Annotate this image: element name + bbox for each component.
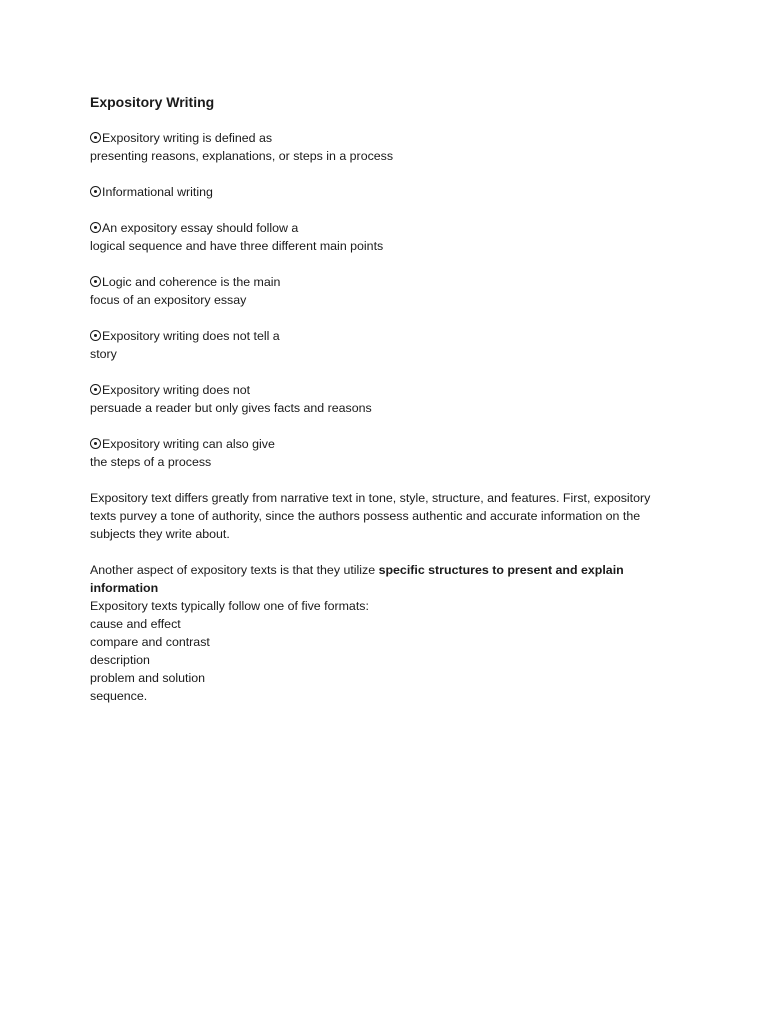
circle-bullet-icon	[90, 186, 101, 197]
bullet-continuation: persuade a reader but only gives facts and reasons	[90, 401, 372, 415]
format-item: sequence.	[90, 689, 148, 703]
circle-bullet-icon	[90, 438, 101, 449]
document-title: Expository Writing	[90, 94, 215, 110]
bullet-text: Expository writing is defined as	[102, 131, 273, 145]
bullet-text: Logic and coherence is the main	[102, 275, 281, 289]
bullet-text: Expository writing does not tell a	[102, 329, 280, 343]
paragraph-tone	[90, 489, 670, 543]
bullet-item	[90, 327, 670, 363]
format-item: description	[90, 653, 150, 667]
bullet-text: An expository essay should follow a	[102, 221, 299, 235]
bullet-continuation: focus of an expository essay	[90, 293, 247, 307]
format-item: problem and solution	[90, 671, 206, 685]
circle-bullet-icon	[90, 330, 101, 341]
bullet-item	[90, 219, 670, 255]
bullet-item	[90, 129, 670, 165]
bullet-item	[90, 183, 670, 201]
format-item: compare and contrast	[90, 635, 210, 649]
format-item: cause and effect	[90, 617, 181, 631]
bullet-continuation: story	[90, 347, 117, 361]
paragraph-bold-text: specific structures to present and explain	[378, 563, 624, 577]
paragraph-line: texts purvey a tone of authority, since the authors possess authentic and accurate information on the	[90, 509, 641, 523]
paragraph-line: subjects they write about.	[90, 527, 230, 541]
circle-bullet-icon	[90, 384, 101, 395]
paragraph-bold-text: information	[90, 581, 159, 595]
bullet-text: Expository writing does not	[102, 383, 251, 397]
bullet-text: Expository writing can also give	[102, 437, 275, 451]
bullet-item	[90, 273, 670, 309]
paragraph-intro-text: Another aspect of expository texts is that they utilize	[90, 563, 379, 577]
paragraph-line: Expository text differs greatly from narrative text in tone, style, structure, and features. First, expository	[90, 491, 651, 505]
bullet-item	[90, 435, 670, 471]
bullet-item	[90, 381, 670, 417]
document-page	[90, 92, 670, 723]
formats-intro: Expository texts typically follow one of five formats:	[90, 599, 369, 613]
bullet-text: Informational writing	[102, 185, 213, 199]
circle-bullet-icon	[90, 132, 101, 143]
bullet-continuation: presenting reasons, explanations, or steps in a process	[90, 149, 394, 163]
circle-bullet-icon	[90, 276, 101, 287]
bullet-continuation: the steps of a process	[90, 455, 212, 469]
circle-bullet-icon	[90, 222, 101, 233]
bullet-continuation: logical sequence and have three different main points	[90, 239, 384, 253]
paragraph-structures	[90, 561, 670, 705]
